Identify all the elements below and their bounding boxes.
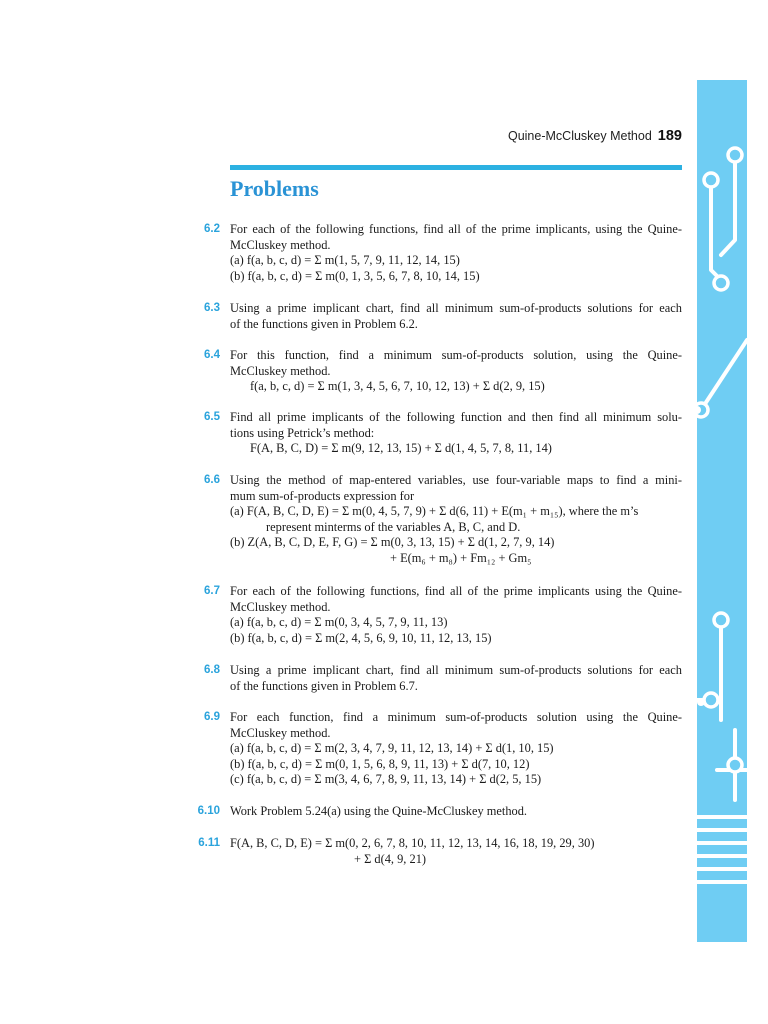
problem-number: 6.6 — [204, 474, 220, 486]
problem-line: For each of the following functions, find all of the prime implicants using the Quine- — [230, 584, 682, 598]
problem-line: (b) f(a, b, c, d) = Σ m(2, 4, 5, 6, 9, 10, 11, 12, 13, 15) — [230, 630, 492, 645]
problem-line: (a) f(a, b, c, d) = Σ m(2, 3, 4, 7, 9, 11, 12, 13, 14) + Σ d(1, 10, 15) — [230, 741, 554, 755]
problem-line: McCluskey method. — [230, 237, 331, 252]
running-header — [508, 128, 682, 144]
problem-number: 6.10 — [197, 805, 220, 817]
problem-equation: + Σ d(4, 9, 21) — [354, 851, 427, 866]
problem-line: (c) f(a, b, c, d) = Σ m(3, 4, 6, 7, 8, 9, 11, 13, 14) + Σ d(2, 5, 15) — [230, 772, 542, 786]
problem-equation: F(A, B, C, D) = Σ m(9, 12, 13, 15) + Σ d(1, 4, 5, 7, 8, 11, 14) — [250, 441, 552, 455]
problem-line: (b) Z(A, B, C, D, E, F, G) = Σ m(0, 3, 13, 15) + Σ d(1, 2, 7, 9, 14) — [230, 535, 555, 549]
problem-line: Work Problem 5.24(a) using the Quine-McCluskey method. — [230, 804, 528, 818]
problem-equation: f(a, b, c, d) = Σ m(1, 3, 4, 5, 6, 7, 10, 12, 13) + Σ d(2, 9, 15) — [250, 379, 545, 393]
running-title: Quine-McCluskey Method — [507, 129, 652, 143]
problem-line: Using the method of map-entered variables, use four-variable maps to find a mini- — [230, 473, 682, 487]
sidebar-background — [697, 80, 747, 942]
problem-line: For each of the following functions, find all of the prime implicants, using the Quine- — [230, 222, 682, 236]
problem-number: 6.4 — [204, 349, 220, 361]
problem-line: represent minterms of the variables A, B, C, and D. — [266, 519, 521, 534]
problem-line: For each function, find a minimum sum-of-products solution using the Quine- — [230, 710, 682, 724]
problem-line: For this function, find a minimum sum-of-products solution, using the Quine- — [230, 348, 682, 362]
problem-number: 6.2 — [204, 223, 220, 235]
problem-line: of the functions given in Problem 6.2. — [230, 316, 418, 331]
section-rule — [230, 165, 682, 170]
section-title: Problems — [230, 176, 319, 201]
problem-number: 6.9 — [204, 711, 220, 723]
problem-equation: + E(m₆ + m₈) + Fm₁₂ + Gm₅ — [390, 550, 532, 565]
problem-number: 6.11 — [198, 837, 220, 849]
problem-line: McCluskey method. — [230, 363, 331, 378]
problem-line: McCluskey method. — [230, 599, 331, 614]
problem-line: mum sum-of-products expression for — [230, 488, 415, 503]
circuit-sidebar-decoration — [697, 80, 747, 942]
problem-line: Using a prime implicant chart, find all minimum sum-of-products solutions for each — [230, 301, 682, 315]
problem-line: (a) F(A, B, C, D, E) = Σ m(0, 4, 5, 7, 9) + Σ d(6, 11) + E(m₁ + m₁₅), where the m’s — [230, 504, 639, 518]
problem-line: (b) f(a, b, c, d) = Σ m(0, 1, 3, 5, 6, 7, 8, 10, 14, 15) — [230, 268, 480, 283]
problem-line: Find all prime implicants of the following function and then find all minimum solu- — [230, 410, 682, 424]
problem-line: (b) f(a, b, c, d) = Σ m(0, 1, 5, 6, 8, 9, 11, 13) + Σ d(7, 10, 12) — [230, 756, 530, 771]
page-number: 189 — [657, 128, 682, 144]
problem-line: (a) f(a, b, c, d) = Σ m(1, 5, 7, 9, 11, 12, 14, 15) — [230, 253, 460, 267]
problem-number: 6.7 — [204, 585, 220, 597]
problem-line: (a) f(a, b, c, d) = Σ m(0, 3, 4, 5, 7, 9, 11, 13) — [230, 615, 448, 629]
problem-equation: F(A, B, C, D, E) = Σ m(0, 2, 6, 7, 8, 10, 11, 12, 13, 14, 16, 18, 19, 29, 30) — [230, 836, 595, 850]
problem-line: tions using Petrick’s method: — [230, 425, 375, 440]
problem-number: 6.5 — [204, 411, 220, 423]
problem-number: 6.8 — [204, 664, 220, 676]
problem-number: 6.3 — [204, 302, 220, 314]
problem-line: McCluskey method. — [230, 725, 331, 740]
problem-line: of the functions given in Problem 6.7. — [230, 678, 418, 693]
problem-line: Using a prime implicant chart, find all minimum sum-of-products solutions for each — [230, 663, 682, 677]
